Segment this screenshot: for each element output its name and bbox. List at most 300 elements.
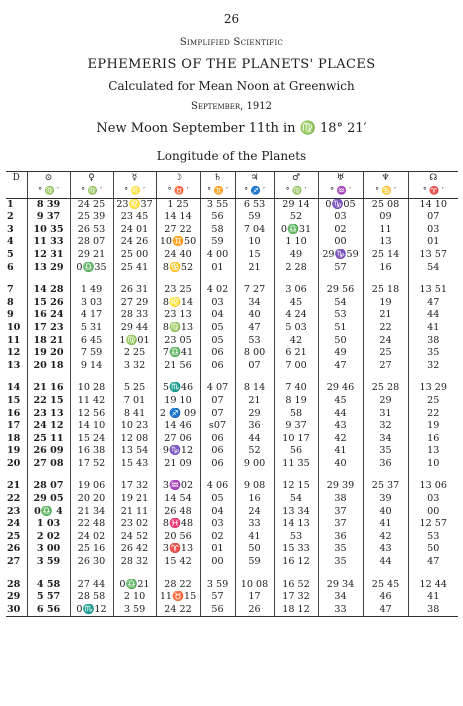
table-cell: 29 39 bbox=[318, 480, 363, 493]
table-cell: 2 28 bbox=[274, 262, 318, 275]
table-cell: 54 bbox=[318, 297, 363, 310]
table-cell: 28 58 bbox=[70, 591, 113, 604]
table-cell: 52 bbox=[274, 211, 318, 224]
table-cell: 19 20 bbox=[27, 347, 70, 360]
table-cell: 9 14 bbox=[70, 360, 113, 373]
table-cell: 9 37 bbox=[27, 211, 70, 224]
table-cell: 22 15 bbox=[27, 395, 70, 408]
table-cell: 44 bbox=[235, 433, 274, 446]
table-cell: 47 bbox=[363, 604, 408, 617]
table-cell: 27 bbox=[363, 360, 408, 373]
table-cell: 42 bbox=[274, 335, 318, 348]
table-cell: 26 53 bbox=[70, 224, 113, 237]
table-cell: 11 bbox=[363, 224, 408, 237]
table-cell: 2 02 bbox=[27, 531, 70, 544]
table-cell: 1 10 bbox=[274, 236, 318, 249]
table-cell: 41 bbox=[318, 445, 363, 458]
spacer-cell bbox=[318, 569, 363, 579]
table-cell: 36 bbox=[235, 420, 274, 433]
day-cell: 21 bbox=[7, 480, 21, 492]
table-cell: 03 bbox=[408, 493, 458, 506]
spacer-cell bbox=[274, 372, 318, 382]
table-cell: 3 06 bbox=[274, 284, 318, 297]
table-cell: 14 10 bbox=[408, 198, 458, 211]
table-row bbox=[6, 249, 458, 262]
spacer-cell bbox=[113, 372, 156, 382]
new-moon-line: New Moon September 11th in ♍ 18° 21′ bbox=[96, 121, 367, 136]
table-cell: 01 bbox=[200, 543, 235, 556]
table-cell: 25 bbox=[408, 395, 458, 408]
table-cell: 40 bbox=[318, 458, 363, 471]
table-cell: 18 12 bbox=[274, 604, 318, 617]
table-cell: 25 08 bbox=[363, 198, 408, 211]
unit-venus: ° ♍ ′ bbox=[70, 185, 113, 198]
table-cell: 19 bbox=[408, 420, 458, 433]
table-cell: 44 bbox=[318, 408, 363, 421]
table-cell: 5 03 bbox=[274, 322, 318, 335]
day-cell: 2 bbox=[7, 211, 14, 223]
table-row bbox=[6, 360, 458, 373]
day-cell: 7 bbox=[7, 284, 14, 296]
table-cell: 34 bbox=[318, 591, 363, 604]
table-cell: 26 bbox=[235, 604, 274, 617]
unit-sun: ° ♍ ′ bbox=[27, 185, 70, 198]
spacer-cell bbox=[156, 470, 200, 480]
table-cell: 28 33 bbox=[113, 309, 156, 322]
table-cell: 16 bbox=[408, 433, 458, 446]
day-cell: 23 bbox=[7, 505, 21, 517]
table-cell: 38 bbox=[408, 604, 458, 617]
table-cell: 05 bbox=[200, 322, 235, 335]
table-cell: 56 bbox=[200, 604, 235, 617]
table-cell: 00 bbox=[408, 506, 458, 519]
table-cell: 22 bbox=[408, 408, 458, 421]
spacer-cell bbox=[318, 372, 363, 382]
table-cell: 27 22 bbox=[156, 224, 200, 237]
table-cell: 25 00 bbox=[113, 249, 156, 262]
table-cell: 05 bbox=[200, 493, 235, 506]
table-cell: 26 30 bbox=[70, 556, 113, 569]
table-cell: 24 22 bbox=[156, 604, 200, 617]
table-row bbox=[6, 445, 458, 458]
table-cell: 10 bbox=[235, 236, 274, 249]
week-spacer bbox=[6, 274, 458, 284]
table-cell: 29 46 bbox=[318, 382, 363, 395]
table-cell: 32 bbox=[363, 420, 408, 433]
table-cell: 21 34 bbox=[70, 506, 113, 519]
table-cell: 24 bbox=[363, 335, 408, 348]
table-cell: 46 bbox=[363, 591, 408, 604]
venus-symbol-icon: ♀ bbox=[70, 172, 113, 186]
table-cell: 4 58 bbox=[27, 579, 70, 592]
table-cell: 21 09 bbox=[156, 458, 200, 471]
table-cell: 25 16 bbox=[70, 543, 113, 556]
day-cell: 8 bbox=[7, 296, 14, 308]
table-cell: 18 21 bbox=[27, 335, 70, 348]
day-cell: 30 bbox=[6, 604, 27, 617]
table-cell: 25 45 bbox=[363, 579, 408, 592]
table-cell: 07 bbox=[200, 395, 235, 408]
table-cell: 13 34 bbox=[274, 506, 318, 519]
spacer-cell bbox=[113, 274, 156, 284]
spacer-cell bbox=[235, 470, 274, 480]
spacer-cell bbox=[156, 569, 200, 579]
table-cell: 06 bbox=[200, 445, 235, 458]
spacer-cell bbox=[70, 569, 113, 579]
table-cell: 15 26 bbox=[27, 297, 70, 310]
week-spacer bbox=[6, 470, 458, 480]
day-cell: 17 bbox=[7, 420, 21, 432]
spacer-cell bbox=[274, 274, 318, 284]
unit-neptune: ° ♋ ′ bbox=[363, 185, 408, 198]
spacer-cell bbox=[113, 569, 156, 579]
table-cell: 01 bbox=[408, 236, 458, 249]
table-cell: 13 54 bbox=[113, 445, 156, 458]
day-cell: 15 bbox=[7, 394, 21, 406]
spacer-cell bbox=[200, 470, 235, 480]
day-cell: 11 bbox=[7, 334, 21, 346]
table-cell: 13 29 bbox=[27, 262, 70, 275]
table-cell: 1 03 bbox=[27, 518, 70, 531]
table-cell: 45 bbox=[274, 297, 318, 310]
table-cell: 50 bbox=[235, 543, 274, 556]
table-cell: 4 00 bbox=[200, 249, 235, 262]
table-cell: 5 25 bbox=[113, 382, 156, 395]
table-cell: 28 07 bbox=[27, 480, 70, 493]
table-cell: 16 52 bbox=[274, 579, 318, 592]
table-cell: 12 08 bbox=[113, 433, 156, 446]
table-cell: 35 bbox=[408, 347, 458, 360]
table-row bbox=[6, 224, 458, 237]
table-row bbox=[6, 382, 458, 395]
table-cell: 04 bbox=[200, 506, 235, 519]
spacer-cell bbox=[156, 274, 200, 284]
day-cell: 14 bbox=[7, 382, 21, 394]
table-cell: 41 bbox=[408, 591, 458, 604]
table-cell: 4 02 bbox=[200, 284, 235, 297]
table-cell: 10 17 bbox=[274, 433, 318, 446]
uranus-symbol-icon: ♅ bbox=[318, 172, 363, 186]
table-cell: 58 bbox=[200, 224, 235, 237]
mars-symbol-icon: ♂ bbox=[274, 172, 318, 186]
table-cell: 0♏12 bbox=[70, 604, 113, 617]
table-cell: 17 23 bbox=[27, 322, 70, 335]
table-cell: 28 07 bbox=[70, 236, 113, 249]
table-cell: 4 06 bbox=[200, 480, 235, 493]
unit-jupiter: ° ♐ ′ bbox=[235, 185, 274, 198]
spacer-cell bbox=[27, 274, 70, 284]
spacer-cell bbox=[408, 569, 458, 579]
table-cell: 27 29 bbox=[113, 297, 156, 310]
table-cell: 04 bbox=[200, 309, 235, 322]
table-cell: 13 51 bbox=[408, 284, 458, 297]
table-cell: 12 57 bbox=[408, 518, 458, 531]
table-cell: 20 56 bbox=[156, 531, 200, 544]
table-cell: 15 43 bbox=[113, 458, 156, 471]
column-header-row bbox=[6, 172, 458, 186]
table-cell: 00 bbox=[200, 556, 235, 569]
day-cell: 29 bbox=[7, 591, 21, 603]
table-cell: 23 02 bbox=[113, 518, 156, 531]
table-cell: 40 bbox=[363, 506, 408, 519]
spacer-cell bbox=[274, 470, 318, 480]
table-cell: 8♍13 bbox=[156, 322, 200, 335]
table-cell: 06 bbox=[200, 458, 235, 471]
day-cell: 5 bbox=[7, 248, 14, 260]
spacer-cell bbox=[408, 372, 458, 382]
table-cell: 8 19 bbox=[274, 395, 318, 408]
table-cell: 6 53 bbox=[235, 198, 274, 211]
table-cell: 57 bbox=[200, 591, 235, 604]
table-cell: 06 bbox=[200, 360, 235, 373]
table-cell: 15 bbox=[235, 249, 274, 262]
spacer-cell bbox=[235, 569, 274, 579]
table-cell: 52 bbox=[235, 445, 274, 458]
day-cell: 6 bbox=[7, 261, 14, 273]
table-cell: 15 33 bbox=[274, 543, 318, 556]
table-cell: 3 59 bbox=[200, 579, 235, 592]
table-cell: 35 bbox=[318, 556, 363, 569]
table-cell: 07 bbox=[200, 408, 235, 421]
day-cell: 25 bbox=[7, 530, 21, 542]
table-cell: 47 bbox=[408, 297, 458, 310]
table-cell: 25 18 bbox=[363, 284, 408, 297]
table-cell: 35 bbox=[318, 543, 363, 556]
table-cell: 13 57 bbox=[408, 249, 458, 262]
table-cell: 53 bbox=[318, 309, 363, 322]
spacer-cell bbox=[6, 372, 27, 382]
table-row bbox=[6, 556, 458, 569]
table-cell: 3 59 bbox=[113, 604, 156, 617]
table-cell: 10♊50 bbox=[156, 236, 200, 249]
table-cell: 2 25 bbox=[113, 347, 156, 360]
table-cell: 3♒02 bbox=[156, 480, 200, 493]
table-cell: 4 24 bbox=[274, 309, 318, 322]
table-cell: 14 28 bbox=[27, 284, 70, 297]
table-cell: 9♑12 bbox=[156, 445, 200, 458]
moon-symbol-icon: ☽ bbox=[156, 172, 200, 186]
spacer-cell bbox=[200, 569, 235, 579]
table-cell: 9 37 bbox=[274, 420, 318, 433]
day-cell: 13 bbox=[7, 359, 21, 371]
day-cell: 10 bbox=[7, 321, 21, 333]
table-cell: 23 25 bbox=[156, 284, 200, 297]
table-cell: 31 bbox=[363, 408, 408, 421]
table-cell: 1 49 bbox=[70, 284, 113, 297]
table-cell: 23 05 bbox=[156, 335, 200, 348]
table-cell: 10 35 bbox=[27, 224, 70, 237]
sun-symbol-icon: ⊙ bbox=[27, 172, 70, 186]
table-cell: 57 bbox=[318, 262, 363, 275]
table-cell: 8 39 bbox=[27, 198, 70, 211]
day-cell: 4 bbox=[7, 236, 14, 248]
table-cell: 29 bbox=[235, 408, 274, 421]
table-row bbox=[6, 408, 458, 421]
table-cell: 0♎35 bbox=[70, 262, 113, 275]
table-cell: 24 12 bbox=[27, 420, 70, 433]
table-cell: 7 00 bbox=[274, 360, 318, 373]
table-cell: 29 34 bbox=[318, 579, 363, 592]
unit-saturn: ° ♊ ′ bbox=[200, 185, 235, 198]
unit-mercury: ° ♌ ′ bbox=[113, 185, 156, 198]
table-cell: 28 22 bbox=[156, 579, 200, 592]
day-cell: 19 bbox=[7, 445, 21, 457]
table-cell: 44 bbox=[363, 556, 408, 569]
table-head bbox=[6, 172, 458, 199]
table-row bbox=[6, 604, 458, 617]
table-cell: 37 bbox=[318, 506, 363, 519]
table-cell: 00 bbox=[318, 236, 363, 249]
unit-node: ° ♈ ′ bbox=[408, 185, 458, 198]
table-cell: 53 bbox=[408, 531, 458, 544]
table-cell: 8 00 bbox=[235, 347, 274, 360]
table-cell: 0♑05 bbox=[318, 198, 363, 211]
spacer-cell bbox=[363, 274, 408, 284]
month-heading: September, 1912 bbox=[191, 101, 272, 112]
table-cell: 29 bbox=[363, 395, 408, 408]
table-cell: 27 06 bbox=[156, 433, 200, 446]
table-cell: 20 18 bbox=[27, 360, 70, 373]
table-cell: 3 59 bbox=[27, 556, 70, 569]
table-cell: 26 48 bbox=[156, 506, 200, 519]
table-cell: 29 44 bbox=[113, 322, 156, 335]
table-row bbox=[6, 335, 458, 348]
table-row bbox=[6, 433, 458, 446]
table-cell: 4 17 bbox=[70, 309, 113, 322]
table-cell: 12 44 bbox=[408, 579, 458, 592]
table-cell: 22 bbox=[363, 322, 408, 335]
table-row bbox=[6, 347, 458, 360]
table-cell: 17 bbox=[235, 591, 274, 604]
unit-mars: ° ♍ ′ bbox=[274, 185, 318, 198]
spacer-cell bbox=[6, 470, 27, 480]
spacer-cell bbox=[113, 470, 156, 480]
table-cell: 21 bbox=[363, 309, 408, 322]
table-cell: 33 bbox=[318, 604, 363, 617]
table-cell: 15 24 bbox=[70, 433, 113, 446]
table-cell: 24 26 bbox=[113, 236, 156, 249]
table-row bbox=[6, 284, 458, 297]
table-cell: 56 bbox=[200, 211, 235, 224]
table-cell: 56 bbox=[274, 445, 318, 458]
table-cell: 54 bbox=[274, 493, 318, 506]
column-header-day: D bbox=[6, 172, 27, 186]
table-cell: 53 bbox=[274, 531, 318, 544]
table-cell: 21 bbox=[235, 262, 274, 275]
table-cell: 1 25 bbox=[156, 198, 200, 211]
day-cell: 1 bbox=[7, 198, 14, 210]
table-cell: 2 ♐ 09 bbox=[156, 408, 200, 421]
table-cell: 05 bbox=[200, 335, 235, 348]
table-cell: 12 15 bbox=[274, 480, 318, 493]
table-cell: 19 bbox=[363, 297, 408, 310]
table-cell: 02 bbox=[318, 224, 363, 237]
table-cell: 5 31 bbox=[70, 322, 113, 335]
table-cell: 21 56 bbox=[156, 360, 200, 373]
page-number: 26 bbox=[223, 12, 240, 26]
table-cell: 17 32 bbox=[274, 591, 318, 604]
table-cell: 10 23 bbox=[113, 420, 156, 433]
table-cell: 38 bbox=[318, 493, 363, 506]
table-cell: 23 13 bbox=[27, 408, 70, 421]
table-cell: 36 bbox=[318, 531, 363, 544]
longitude-heading: Longitude of the Planets bbox=[156, 149, 307, 163]
table-row bbox=[6, 591, 458, 604]
table-cell: 9 00 bbox=[235, 458, 274, 471]
spacer-cell bbox=[27, 569, 70, 579]
table-cell: 29♑59 bbox=[318, 249, 363, 262]
table-cell: 25 41 bbox=[113, 262, 156, 275]
day-cell: 9 bbox=[7, 309, 14, 321]
table-cell: 59 bbox=[200, 236, 235, 249]
table-cell: 26 09 bbox=[27, 445, 70, 458]
table-cell: 1♍01 bbox=[113, 335, 156, 348]
table-cell: 47 bbox=[408, 556, 458, 569]
neptune-symbol-icon: ♆ bbox=[363, 172, 408, 186]
table-cell: 26 31 bbox=[113, 284, 156, 297]
table-cell: 13 29 bbox=[408, 382, 458, 395]
day-cell: 28 bbox=[7, 578, 21, 590]
spacer-cell bbox=[27, 470, 70, 480]
spacer-cell bbox=[156, 372, 200, 382]
table-row bbox=[6, 458, 458, 471]
table-cell: 11 42 bbox=[70, 395, 113, 408]
table-cell: 3 00 bbox=[27, 543, 70, 556]
table-row bbox=[6, 420, 458, 433]
table-cell: 03 bbox=[200, 297, 235, 310]
table-cell: 49 bbox=[318, 347, 363, 360]
spacer-cell bbox=[70, 274, 113, 284]
table-cell: 53 bbox=[235, 335, 274, 348]
table-cell: 29 14 bbox=[274, 198, 318, 211]
table-cell: 17 32 bbox=[113, 480, 156, 493]
table-cell: 25 11 bbox=[27, 433, 70, 446]
table-cell: 8♓48 bbox=[156, 518, 200, 531]
table-cell: 42 bbox=[363, 531, 408, 544]
spacer-cell bbox=[235, 274, 274, 284]
sign-unit-row bbox=[6, 185, 458, 198]
day-cell: 26 bbox=[7, 543, 21, 555]
table-row bbox=[6, 262, 458, 275]
spacer-cell bbox=[200, 372, 235, 382]
table-cell: 7 04 bbox=[235, 224, 274, 237]
table-cell: 24 01 bbox=[113, 224, 156, 237]
table-cell: 24 52 bbox=[113, 531, 156, 544]
spacer-cell bbox=[70, 372, 113, 382]
table-body bbox=[6, 198, 458, 617]
table-row bbox=[6, 518, 458, 531]
table-cell: 39 bbox=[363, 493, 408, 506]
saturn-symbol-icon: ♄ bbox=[200, 172, 235, 186]
table-cell: 38 bbox=[408, 335, 458, 348]
table-cell: 24 40 bbox=[156, 249, 200, 262]
table-cell: 33 bbox=[235, 518, 274, 531]
spacer-cell bbox=[27, 372, 70, 382]
table-cell: 8 14 bbox=[235, 382, 274, 395]
table-cell: 12 56 bbox=[70, 408, 113, 421]
table-cell: 07 bbox=[408, 211, 458, 224]
table-cell: 9 08 bbox=[235, 480, 274, 493]
table-cell: 44 bbox=[408, 309, 458, 322]
table-cell: 21 11 bbox=[113, 506, 156, 519]
day-cell: 12 bbox=[7, 347, 21, 359]
table-cell: 23 45 bbox=[113, 211, 156, 224]
week-spacer bbox=[6, 372, 458, 382]
spacer-cell bbox=[274, 569, 318, 579]
spacer-cell bbox=[235, 372, 274, 382]
running-head: Simplified Scientific bbox=[179, 37, 284, 48]
table-cell: 29 21 bbox=[70, 249, 113, 262]
